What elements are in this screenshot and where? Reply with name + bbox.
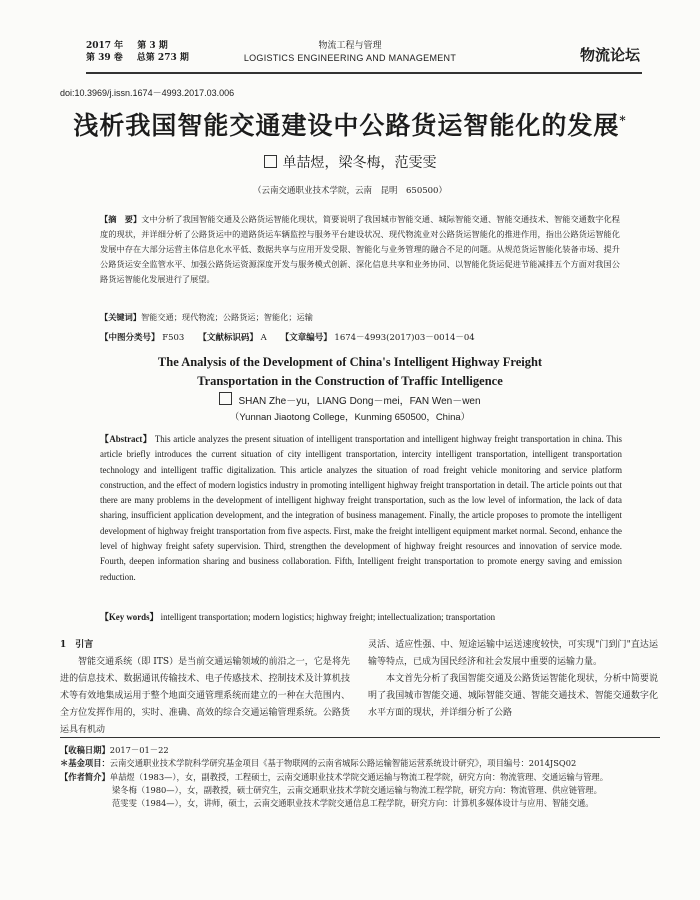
english-title-line1: The Analysis of the Development of China's Intelligent Highway Freight bbox=[157, 355, 543, 369]
doi: doi:10.3969/j.issn.1674－4993.2017.03.006 bbox=[60, 88, 235, 98]
classification-row bbox=[100, 331, 640, 343]
body-paragraph: 本文首先分析了我国智能交通及公路货运智能化现状，分析中简要说明了我国城市智能交通、城际智能交通、智能交通技术、智能交通数字化水平方面的现状，并详细分析了公路 bbox=[368, 674, 658, 718]
author-bio-3: 范雯雯（1984—），女，讲师，硕士，云南交通职业技术学院交通信息工程学院，研究方向：计算机多媒体设计与应用、智能交通。 bbox=[112, 798, 594, 809]
author-list bbox=[0, 152, 700, 172]
doc-code-value: A bbox=[260, 333, 267, 343]
clc-label: 【中图分类号】 bbox=[100, 333, 160, 343]
author-bio-label: 【作者简介】 bbox=[60, 771, 110, 782]
section-heading: 1 引言 bbox=[60, 640, 94, 650]
abstract-zh-text: 文中分析了我国智能交通及公路货运智能化现状，简要说明了我国城市智能交通、城际智能交通、智能交通技术、智能交通数字化程度的现状，并详细分析了公路货运中的道路货运车辆监控与服务平台建设状况、现代物流业对公路货运智能化的推进作用，指出公路货运智能化发展中存在大部分运营主体信息化水平低、数据共享与应用开发受限、智能化与业务管理的融合不足的问题。从规范货运智能化装备市场、提升公路货运安全监管水平、加强公路货运资源深度开发与服务模式创新、深化信息共享和业务协同、以智能化货运促进节能减排五个方面对我国公路货运智能化发展进行了展望。 bbox=[100, 214, 620, 284]
doc-code-field bbox=[198, 331, 266, 343]
author-bio-1: 单喆煜（1983—），女，副教授，工程硕士，云南交通职业技术学院交通运输与物流工程学院，研究方向：物流管理、交通运输与管理。 bbox=[109, 771, 608, 782]
header-year: 2017 年 bbox=[86, 41, 124, 51]
header-divider bbox=[86, 72, 642, 74]
english-title-line2: Transportation in the Construction of Traffic Intelligence bbox=[197, 374, 503, 388]
abstract-en-text: This article analyzes the present situation of intelligent transportation and intelligent highway freight transportation in china. This article briefly introduces the current situation of city intelligent transportation, intercity intelligent transportation, intelligent transportation technology and intelligent traffic digitalization. This article analyzes the situation of road freight vehicle monitoring and service platform construction, and the effect of modern logistics industry in promoting intelligent highway freight transportation in detail. The article points out that there are many problems in the development of intelligent highway freight transportation, such as the low level of information, the lack of data sharing, insufficient application development, and the integration of business management. Finally, the article proposes to promote the intelligent development of highway freight transportation from five aspects. First, make the freight intelligent equipment market normal. Second, enhance the level of highway freight safety supervision. Third, strengthen the development of highway freight resources and innovation of service mode. Fourth, deepen information sharing and business collaboration. Fifth, Intelligent freight transportation to promote energy saving and emission reduction. bbox=[100, 434, 623, 582]
english-affiliation: （Yunnan Jiaotong College，Kunming 650500，China） bbox=[229, 412, 471, 423]
keywords-en-text: intelligent transportation; modern logistics; highway freight; intellectualization; transportation bbox=[160, 612, 496, 622]
authors-text: 单喆煜，梁冬梅，范雯雯 bbox=[282, 155, 437, 171]
footnote-divider bbox=[60, 737, 660, 738]
clc-field bbox=[100, 331, 184, 343]
article-number-value: 1674－4993(2017)03－0014－04 bbox=[334, 333, 475, 343]
author-box-icon bbox=[264, 155, 277, 168]
journal-name-zh: 物流工程与管理 bbox=[318, 41, 382, 51]
fund-note bbox=[60, 757, 660, 770]
abstract-zh bbox=[100, 212, 620, 287]
keywords-zh-text: 智能交通；现代物流；公路货运；智能化；运输 bbox=[140, 312, 313, 322]
keywords-en-label: 【Key words】 bbox=[100, 612, 159, 622]
author-box-icon-en bbox=[219, 392, 232, 405]
keywords-zh-label: 【关键词】 bbox=[100, 312, 141, 322]
body-column-left bbox=[60, 637, 350, 739]
clc-value: F503 bbox=[162, 333, 185, 343]
author-bio-2: 梁冬梅（1980—），女，副教授，硕士研究生，云南交通职业技术学院交通运输与物流工程学院，研究方向：物流管理、供应链管理。 bbox=[112, 784, 602, 795]
journal-name-en: LOGISTICS ENGINEERING AND MANAGEMENT bbox=[243, 53, 457, 63]
fund-value: 云南交通职业技术学院科学研究基金项目《基于物联网的云南省城际公路运输智能运营系统设计研究》，项目编号：2014JSQ02 bbox=[109, 758, 577, 769]
title-text: 浅析我国智能交通建设中公路货运智能化的发展 bbox=[73, 111, 620, 140]
keywords-en bbox=[100, 610, 622, 623]
keywords-zh bbox=[100, 312, 620, 323]
author-bio bbox=[60, 771, 660, 784]
body-column-right bbox=[368, 637, 658, 722]
fund-label: ＊基金项目： bbox=[60, 758, 110, 769]
received-date bbox=[60, 744, 660, 757]
header-issue: 第 3 期 bbox=[137, 41, 168, 51]
paper-title bbox=[0, 106, 700, 142]
english-title bbox=[0, 353, 700, 391]
title-footnote-mark: * bbox=[619, 113, 627, 128]
body-paragraph: 智能交通系统（即 ITS）是当前交通运输领域的前沿之一，它是将先进的信息技术、数据通讯传输技术、电子传感技术、控制技术及计算机技术等有效地集成运用于整个地面交通管理系统而建立的一种在大范围内、全方位发挥作用的，实时、准确、高效的综合交通运输管理系统。公路货运具有机动 bbox=[60, 657, 350, 735]
body-paragraph: 灵活、适应性强、中、短途运输中运送速度较快，可实现"门到门"直达运输等特点，已成为国民经济和社会发展中重要的运输力量。 bbox=[368, 640, 658, 667]
article-number-field bbox=[281, 331, 475, 343]
english-authors-text: SHAN Zhe－yu，LIANG Dong－mei，FAN Wen－wen bbox=[238, 396, 481, 407]
abstract-zh-label: 【摘 要】 bbox=[100, 214, 142, 224]
received-value: 2017－01－22 bbox=[109, 745, 169, 755]
header-total: 总第 273 期 bbox=[136, 53, 189, 63]
affiliation: （云南交通职业技术学院，云南 昆明 650500） bbox=[253, 186, 447, 196]
footnotes bbox=[60, 744, 660, 810]
section-label: 物流论坛 bbox=[579, 46, 640, 64]
abstract-en-label: 【Abstract】 bbox=[100, 434, 153, 444]
abstract-en bbox=[100, 432, 622, 585]
header-volume: 第 39 卷 bbox=[86, 53, 123, 63]
received-label: 【收稿日期】 bbox=[60, 745, 110, 755]
article-number-label: 【文章编号】 bbox=[280, 333, 332, 343]
english-authors bbox=[0, 392, 700, 407]
doc-code-label: 【文献标识码】 bbox=[198, 333, 258, 343]
